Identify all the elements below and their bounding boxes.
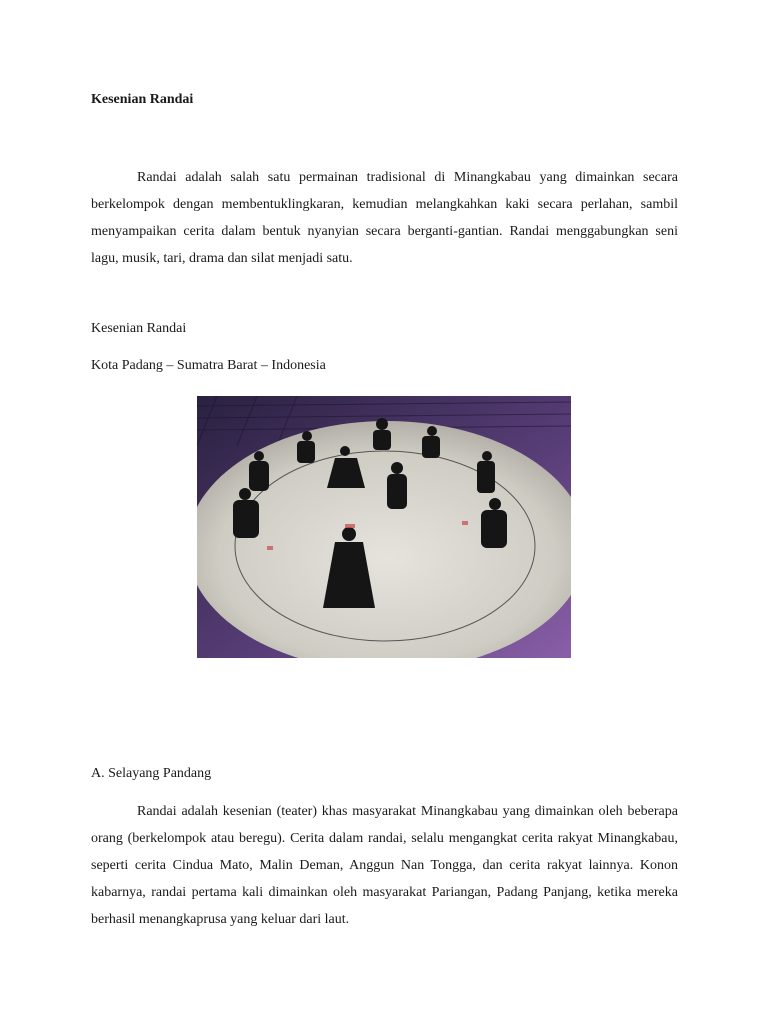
section-a-paragraph: Randai adalah kesenian (teater) khas masyarakat Minangkabau yang dimainkan oleh beberapa orang (berkelompok atau beregu). Cerita dalam randai, selalu mengangkat cerita rakyat Minangkabau, seperti cerita Cindua Mato, Malin Deman, Anggun Nan Tongga, dan cerita rakyat lainnya. Konon kabarnya, randai pertama kali dimainkan oleh masyarakat Pariangan, Padang Panjang, ketika mereka berhasil menangkaprusa yang keluar dari laut. bbox=[91, 804, 678, 927]
caption-title: Kesenian Randai bbox=[91, 321, 187, 336]
randai-dance-photo bbox=[197, 396, 571, 658]
intro-paragraph: Randai adalah salah satu permainan tradisional di Minangkabau yang dimainkan secara berkelompok dengan membentuklingkaran, kemudian melangkahkan kaki secara perlahan, sambil menyampaikan cerita dalam bentuk nyanyian secara berganti-gantian. Randai menggabungkan seni lagu, musik, tari, drama dan silat menjadi satu. bbox=[91, 170, 678, 266]
caption-location: Kota Padang – Sumatra Barat – Indonesia bbox=[91, 358, 326, 373]
document-title: Kesenian Randai bbox=[91, 92, 194, 107]
section-a-heading: A. Selayang Pandang bbox=[91, 766, 212, 781]
